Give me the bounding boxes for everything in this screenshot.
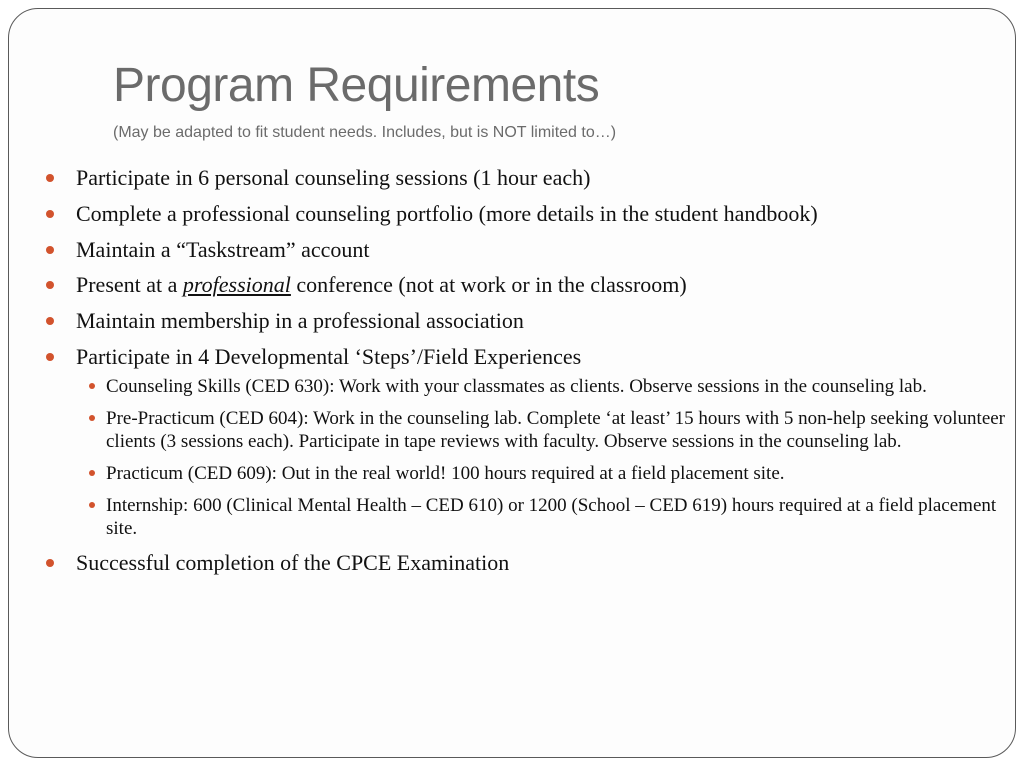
bullet-icon <box>46 353 54 361</box>
list-item <box>46 307 1006 335</box>
bullet-icon <box>46 210 54 218</box>
sublist-item <box>76 375 1006 398</box>
list-item <box>46 271 1006 299</box>
list-item-text: Maintain a “Taskstream” account <box>76 236 370 262</box>
bullet-icon <box>89 502 95 508</box>
bullet-icon <box>46 559 54 567</box>
list-item-text: Maintain membership in a professional association <box>76 308 524 334</box>
list-item-prefix: Present at a <box>76 272 183 298</box>
list-item <box>46 549 1006 577</box>
sublist-item <box>76 494 1006 540</box>
bullet-icon <box>89 470 95 476</box>
sublist-item-text: Internship: 600 (Clinical Mental Health – CED 610) or 1200 (School – CED 619) hours required at a field placement site. <box>106 494 997 539</box>
emphasized-word: professional <box>182 272 291 298</box>
list-item-text: Participate in 4 Developmental ‘Steps’/Field Experiences <box>76 343 582 369</box>
bullet-icon <box>89 383 95 389</box>
list-item-suffix: conference (not at work or in the classroom) <box>290 272 687 298</box>
bullet-icon <box>46 281 54 289</box>
list-item-text: Complete a professional counseling portfolio (more details in the student handbook) <box>76 200 818 226</box>
slide-subtitle: (May be adapted to fit student needs. Includes, but is NOT limited to…) <box>113 124 617 141</box>
field-experiences-sublist <box>76 375 1006 540</box>
bullet-content <box>46 164 1006 585</box>
sublist-item <box>76 462 1006 485</box>
list-item <box>46 236 1006 264</box>
bullet-icon <box>46 246 54 254</box>
list-item <box>46 343 1006 540</box>
title-block <box>113 59 993 142</box>
bullet-icon <box>46 174 54 182</box>
sublist-item <box>76 407 1006 453</box>
sublist-item-text: Counseling Skills (CED 630): Work with your classmates as clients. Observe sessions in the counseling lab. <box>106 375 927 397</box>
list-item-text: Successful completion of the CPCE Examination <box>76 549 510 575</box>
bullet-icon <box>46 317 54 325</box>
sublist-item-text: Practicum (CED 609): Out in the real world! 100 hours required at a field placement site. <box>106 462 785 484</box>
bullet-icon <box>89 415 95 421</box>
list-item-text: Participate in 6 personal counseling sessions (1 hour each) <box>76 165 591 190</box>
slide-title: Program Requirements <box>113 59 600 112</box>
sublist-item-text: Pre-Practicum (CED 604): Work in the counseling lab. Complete ‘at least’ 15 hours with 5 non-help seeking volunteer clients (3 sessions each). Participate in tape reviews with faculty. Observe sessions in the counseling lab. <box>106 407 1006 452</box>
list-item <box>46 164 1006 192</box>
requirements-list <box>46 164 1006 577</box>
list-item <box>46 200 1006 228</box>
